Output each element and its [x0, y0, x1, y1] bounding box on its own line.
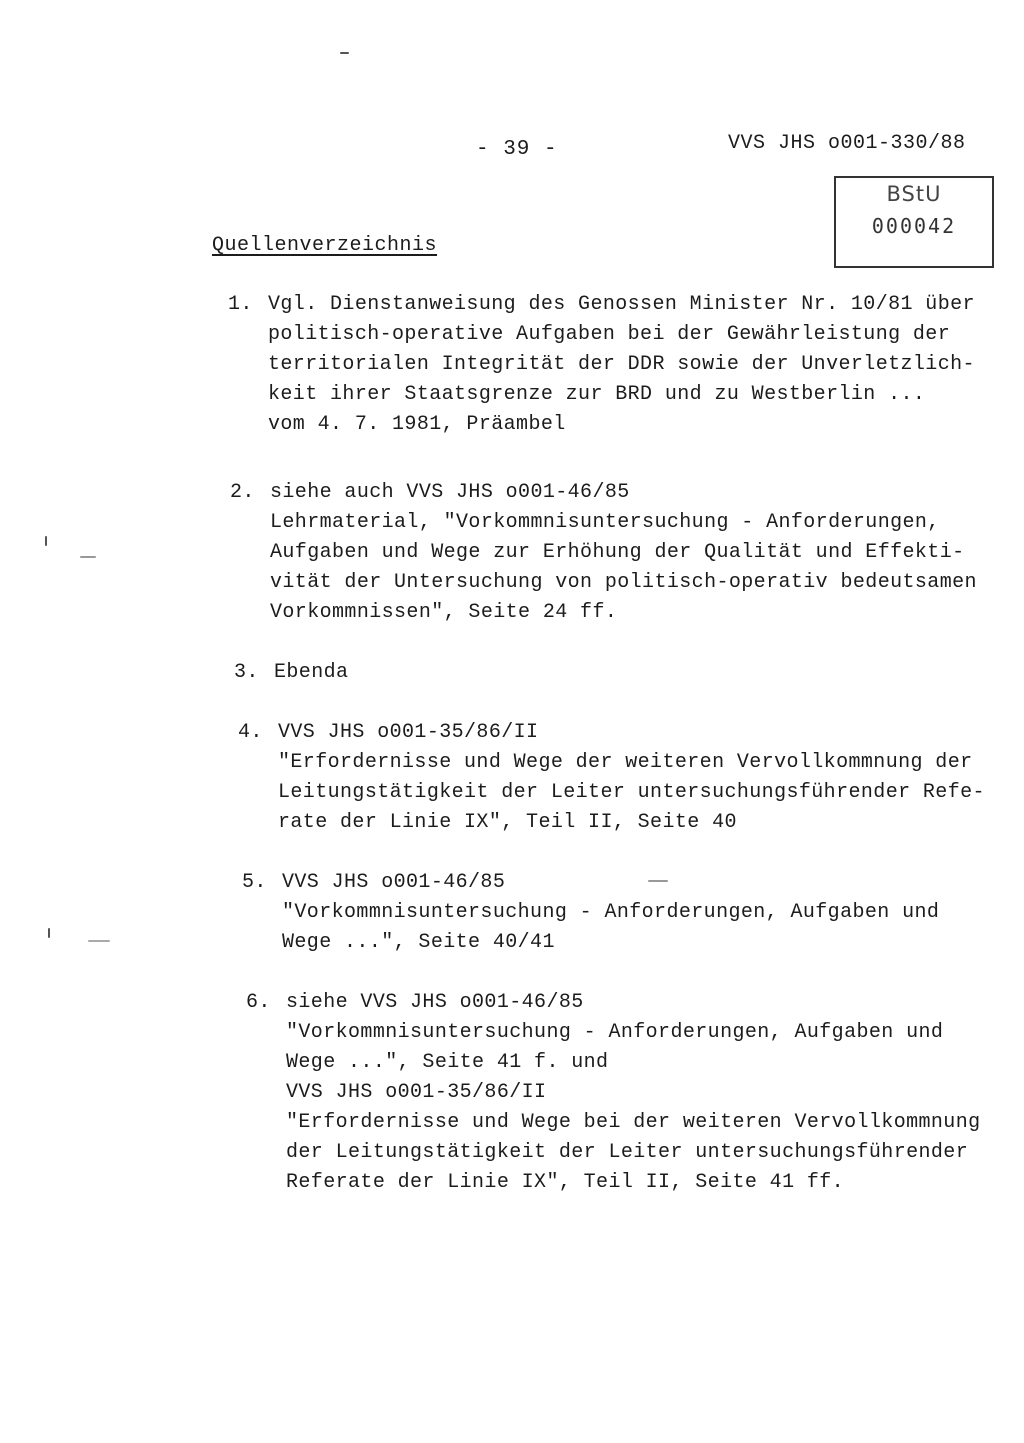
entry-number: 5. [242, 871, 267, 894]
entry-line: siehe auch VVS JHS o001-46/85 [270, 481, 630, 504]
entry-number: 3. [234, 661, 259, 684]
entry-line: "Erfordernisse und Wege der weiteren Vervollkommnung der [278, 751, 973, 774]
entry-line: rate der Linie IX", Teil II, Seite 40 [278, 811, 737, 834]
section-heading: Quellenverzeichnis [212, 234, 438, 257]
scan-speck [88, 940, 110, 942]
entry-line: Referate der Linie IX", Teil II, Seite 41 ff. [286, 1171, 845, 1194]
scan-speck [340, 52, 349, 54]
document-reference: VVS JHS o001-330/88 [728, 132, 966, 155]
entry-line: der Leitungstätigkeit der Leiter untersuchungsführender [286, 1141, 969, 1164]
entry-line: siehe VVS JHS o001-46/85 [286, 991, 584, 1014]
entry-number: 2. [230, 481, 255, 504]
stamp-number: 000042 [871, 214, 957, 238]
entry-line: VVS JHS o001-35/86/II [286, 1081, 547, 1104]
entry-line: Vgl. Dienstanweisung des Genossen Minister Nr. 10/81 über [268, 293, 975, 316]
entry-line: keit ihrer Staatsgrenze zur BRD und zu Westberlin ... [268, 383, 926, 406]
entry-line: Ebenda [274, 661, 349, 684]
entry-line: "Erfordernisse und Wege bei der weiteren Vervollkommnung [286, 1111, 981, 1134]
entry-line: VVS JHS o001-35/86/II [278, 721, 539, 744]
entry-line: Wege ...", Seite 41 f. und [286, 1051, 609, 1074]
page-number: - 39 - [476, 138, 558, 161]
entry-line: Leitungstätigkeit der Leiter untersuchungsführender Refe- [278, 781, 985, 804]
stamp-label: BStU [886, 182, 942, 206]
entry-line: Aufgaben und Wege zur Erhöhung der Qualität und Effekti- [270, 541, 965, 564]
entry-line: Lehrmaterial, "Vorkommnisuntersuchung - Anforderungen, [270, 511, 940, 534]
entry-line: "Vorkommnisuntersuchung - Anforderungen, Aufgaben und [286, 1021, 944, 1044]
entry-line: politisch-operative Aufgaben bei der Gewährleistung der [268, 323, 951, 346]
entry-line: Vorkommnissen", Seite 24 ff. [270, 601, 618, 624]
entry-line: vität der Untersuchung von politisch-operativ bedeutsamen [270, 571, 977, 594]
archive-stamp [834, 176, 994, 268]
scan-speck [48, 928, 50, 938]
entry-line: Wege ...", Seite 40/41 [282, 931, 555, 954]
entry-line: vom 4. 7. 1981, Präambel [268, 413, 566, 436]
entry-line: territorialen Integrität der DDR sowie der Unverletzlich- [268, 353, 975, 376]
scan-speck [80, 556, 96, 558]
entry-line: "Vorkommnisuntersuchung - Anforderungen, Aufgaben und [282, 901, 940, 924]
entry-number: 1. [228, 293, 253, 316]
entry-number: 4. [238, 721, 263, 744]
entry-line: VVS JHS o001-46/85 [282, 871, 506, 894]
entry-number: 6. [246, 991, 271, 1014]
scan-speck [45, 536, 47, 546]
